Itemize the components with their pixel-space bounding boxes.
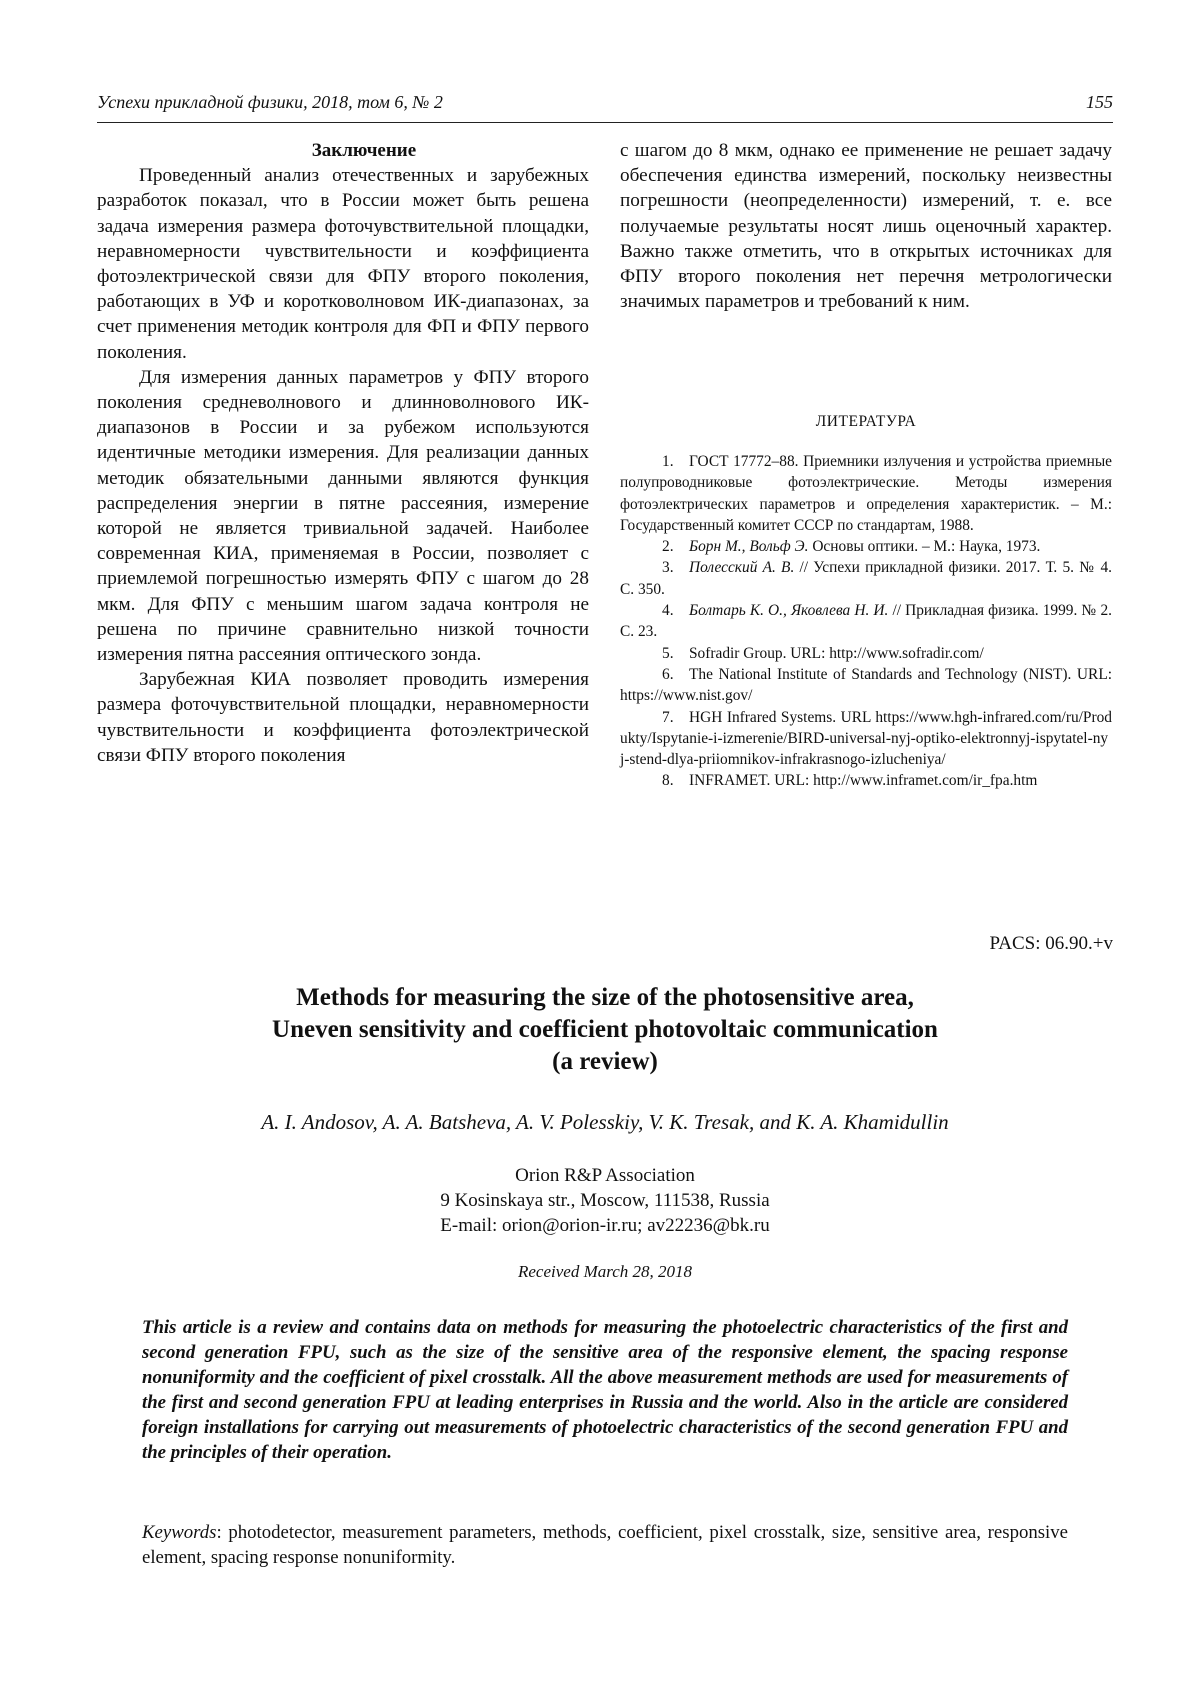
reference-item: 7. HGH Infrared Systems. URL https://www.hgh-infrared.com/ru/Produkty/Ispytanie-i-izmerenie/BIRD-universal-nyj-optiko-elektronnyj-ispytatel-nyj-stend-dlya-priiomnikov-infrakrasnogo-izlucheniya/ (620, 708, 1112, 769)
running-header (97, 92, 1113, 123)
reference-item: 8. INFRAMET. URL: http://www.inframet.com/ir_fpa.htm (662, 772, 1038, 790)
affiliation-email: E-mail: orion@orion-ir.ru; av22236@bk.ru (440, 1215, 770, 1236)
affiliation (97, 1163, 1113, 1238)
english-authors: A. I. Andosov, A. A. Batsheva, A. V. Polesskiy, V. K. Tresak, and K. A. Khamidullin (261, 1110, 949, 1134)
affiliation-address: 9 Kosinskaya str., Moscow, 111538, Russia (440, 1190, 770, 1211)
conclusion-paragraph-1: Проведенный анализ отечественных и зарубежных разработок показал, что в России может быть решена задача измерения размера фоточувствительной площадки, неравномерности чувствительности и коэффициента фотоэлектрической связи для ФПУ второго поколения, работающих в УФ и коротковолновом ИК-диапазонах, за счет применения методик контроля для ФП и ФПУ первого поколения. (97, 165, 589, 363)
journal-name: Успехи прикладной физики, 2018, том 6, № 2 (97, 92, 443, 112)
pacs-code: PACS: 06.90.+v (989, 933, 1113, 954)
english-title-line: (a review) (552, 1048, 658, 1075)
left-column (97, 138, 589, 768)
page-number: 155 (1086, 92, 1113, 112)
conclusion-paragraph-continued: с шагом до 8 мкм, однако ее применение не решает задачу обеспечения единства измерений, поскольку неизвестны погрешности (неопределенности) измерений, т. е. все получаемые результаты носят лишь оценочный характер. Важно также отметить, что в открытых источниках для ФПУ второго поколения нет перечня метрологически значимых параметров и требований к ним. (620, 140, 1112, 313)
right-column (620, 138, 1112, 314)
reference-list (620, 451, 1112, 792)
received-date: Received March 28, 2018 (517, 1262, 693, 1281)
reference-item: 6. The National Institute of Standards and Technology (NIST). URL: https://www.nist.gov/ (620, 665, 1112, 705)
conclusion-title: Заключение (311, 140, 417, 161)
references-title: ЛИТЕРАТУРА (815, 413, 917, 430)
conclusion-paragraph-2: Для измерения данных параметров у ФПУ второго поколения средневолнового и длинноволнового ИК-диапазонов в России и за рубежом используются идентичные методики измерения. Для реализации данных методик обязательными данными являются функция распределения энергии в пятне рассеяния, измерение которой не является тривиальной задачей. Наиболее современная КИА, применяемая в России, позволяет с приемлемой погрешностью измерять ФПУ с шагом до 28 мкм. Для ФПУ с меньшим шагом задача контроля не решена по причине сравнительно низкой точности измерения пятна рассеяния оптического зонда. (97, 366, 589, 666)
reference-item: 3. Полесский А. В. // Успехи прикладной физики. 2017. Т. 5. № 4. С. 350. (620, 559, 1112, 598)
english-abstract: This article is a review and contains data on methods for measuring the photoelectric characteristics of the first and second generation FPU, such as the size of the sensitive area of the responsive element, the spacing response nonuniformity and the coefficient of pixel crosstalk. All the above measurement methods are used for measurements of the first and second generation FPU at leading enterprises in Russia and the world. Also in the article are considered foreign installations for carrying out measurements of photoelectric characteristics of the second generation FPU and the principles of their operation. (142, 1317, 1068, 1464)
conclusion-paragraph-3: Зарубежная КИА позволяет проводить измерения размера фоточувствительной площадки, неравномерности чувствительности и коэффициента фотоэлектрической связи ФПУ второго поколения (97, 669, 589, 766)
reference-item: 1. ГОСТ 17772–88. Приемники излучения и устройства приемные полупроводниковые фотоэлектрические. Методы измерения фотоэлектрических параметров и определения характеристик. – М.: Государственный комитет СССР по стандартам, 1988. (620, 453, 1112, 534)
reference-item: 5. Sofradir Group. URL: http://www.sofradir.com/ (662, 644, 984, 662)
reference-item: 4. Болтарь К. О., Яковлева Н. И. // Прикладная физика. 1999. № 2. С. 23. (620, 602, 1112, 641)
reference-item: 2. Борн М., Вольф Э. Основы оптики. – М.: Наука, 1973. (662, 538, 1041, 556)
keywords-list: : photodetector, measurement parameters, methods, coefficient, pixel crosstalk, size, sensitive area, responsive element, spacing response nonuniformity. (142, 1522, 1068, 1568)
affiliation-name: Orion R&P Association (515, 1165, 695, 1186)
english-title-line: Methods for measuring the size of the photosensitive area, (296, 984, 914, 1011)
keywords (142, 1520, 1068, 1570)
keywords-label: Keywords (142, 1522, 217, 1543)
english-title-line: Uneven sensitivity and coefficient photovoltaic communication (272, 1016, 938, 1043)
english-title (97, 982, 1113, 1078)
